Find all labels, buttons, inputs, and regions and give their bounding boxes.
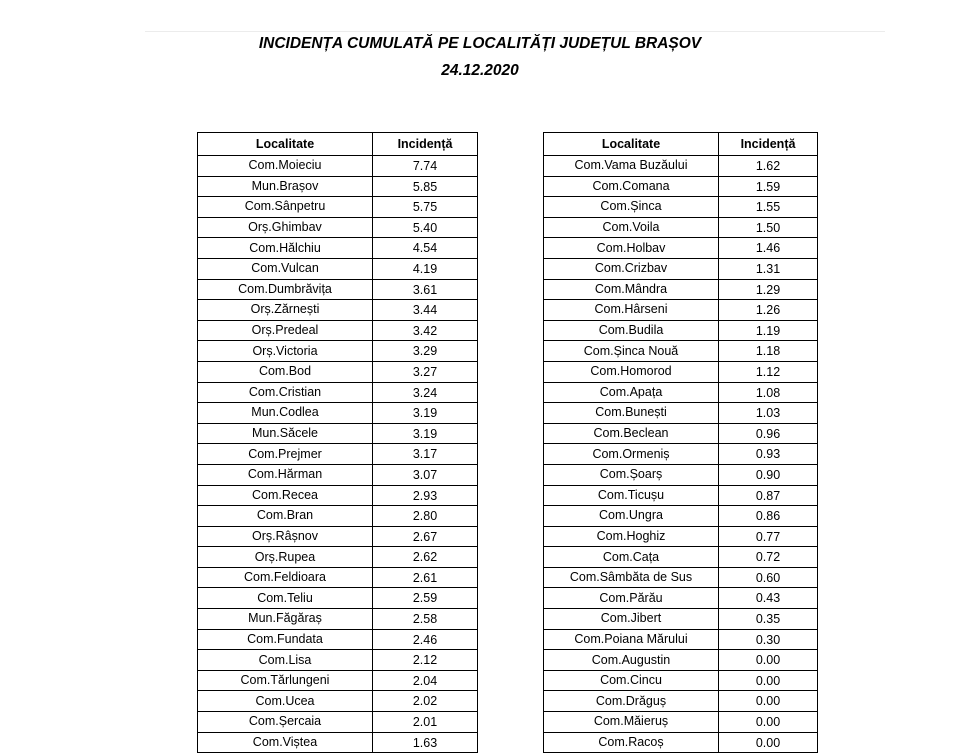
locality-cell: Orș.Zărnești <box>198 300 373 321</box>
incidence-cell: 2.12 <box>373 650 478 671</box>
incidence-cell: 0.77 <box>719 526 818 547</box>
incidence-cell: 1.55 <box>719 197 818 218</box>
table-row <box>544 732 818 753</box>
locality-cell: Com.Hărman <box>198 464 373 485</box>
incidence-cell: 1.59 <box>719 176 818 197</box>
locality-cell: Com.Homorod <box>544 361 719 382</box>
locality-cell: Com.Bunești <box>544 403 719 424</box>
table-row <box>544 361 818 382</box>
table-row <box>544 526 818 547</box>
locality-cell: Mun.Săcele <box>198 423 373 444</box>
table-row <box>544 691 818 712</box>
table-row <box>544 382 818 403</box>
locality-cell: Com.Cristian <box>198 382 373 403</box>
locality-cell: Com.Vama Buzăului <box>544 156 719 177</box>
locality-cell: Com.Sâmbăta de Sus <box>544 567 719 588</box>
page-date: 24.12.2020 <box>441 62 519 79</box>
incidence-cell: 0.96 <box>719 423 818 444</box>
incidence-cell: 2.93 <box>373 485 478 506</box>
locality-cell: Orș.Ghimbav <box>198 217 373 238</box>
locality-cell: Orș.Victoria <box>198 341 373 362</box>
locality-cell: Orș.Râșnov <box>198 526 373 547</box>
locality-cell: Com.Dumbrăvița <box>198 279 373 300</box>
table-row <box>198 156 478 177</box>
incidence-cell: 7.74 <box>373 156 478 177</box>
incidence-cell: 1.26 <box>719 300 818 321</box>
locality-cell: Com.Fundata <box>198 629 373 650</box>
locality-cell: Com.Prejmer <box>198 444 373 465</box>
table-row <box>198 650 478 671</box>
locality-cell: Com.Augustin <box>544 650 719 671</box>
table-row <box>198 279 478 300</box>
incidence-cell: 1.46 <box>719 238 818 259</box>
table-row <box>544 258 818 279</box>
incidence-cell: 3.27 <box>373 361 478 382</box>
table-row <box>544 547 818 568</box>
table-row <box>198 341 478 362</box>
locality-cell: Com.Ucea <box>198 691 373 712</box>
locality-cell: Com.Drăguș <box>544 691 719 712</box>
table-header-row <box>198 133 478 156</box>
table-row <box>544 506 818 527</box>
table-row <box>198 176 478 197</box>
table-row <box>544 341 818 362</box>
table-row <box>544 485 818 506</box>
locality-cell: Com.Bod <box>198 361 373 382</box>
locality-cell: Com.Cincu <box>544 670 719 691</box>
locality-cell: Com.Viștea <box>198 732 373 753</box>
incidence-cell: 1.62 <box>719 156 818 177</box>
locality-cell: Com.Poiana Mărului <box>544 629 719 650</box>
incidence-cell: 0.43 <box>719 588 818 609</box>
incidence-cell: 3.24 <box>373 382 478 403</box>
incidence-cell: 3.61 <box>373 279 478 300</box>
table-row <box>544 279 818 300</box>
locality-cell: Com.Teliu <box>198 588 373 609</box>
incidence-cell: 0.30 <box>719 629 818 650</box>
table-row <box>544 588 818 609</box>
table-row <box>198 258 478 279</box>
locality-cell: Mun.Făgăraș <box>198 609 373 630</box>
locality-cell: Com.Holbav <box>544 238 719 259</box>
locality-cell: Com.Părău <box>544 588 719 609</box>
table-row <box>198 588 478 609</box>
locality-cell: Com.Vulcan <box>198 258 373 279</box>
incidence-cell: 2.61 <box>373 567 478 588</box>
locality-cell: Com.Mândra <box>544 279 719 300</box>
locality-cell: Com.Budila <box>544 320 719 341</box>
incidence-cell: 3.42 <box>373 320 478 341</box>
locality-cell: Com.Ticușu <box>544 485 719 506</box>
incidence-cell: 1.63 <box>373 732 478 753</box>
incidence-cell: 1.08 <box>719 382 818 403</box>
locality-cell: Com.Apața <box>544 382 719 403</box>
table-row <box>544 444 818 465</box>
table-header-row <box>544 133 818 156</box>
table-row <box>544 567 818 588</box>
incidence-cell: 1.18 <box>719 341 818 362</box>
table-row <box>198 300 478 321</box>
incidence-cell: 0.90 <box>719 464 818 485</box>
table-row <box>544 464 818 485</box>
incidence-cell: 1.31 <box>719 258 818 279</box>
incidence-cell: 3.19 <box>373 423 478 444</box>
table-row <box>198 464 478 485</box>
incidence-column-header: Incidență <box>719 133 818 156</box>
locality-cell: Com.Jibert <box>544 609 719 630</box>
incidence-cell: 1.12 <box>719 361 818 382</box>
table-row <box>198 670 478 691</box>
table-row <box>198 609 478 630</box>
locality-cell: Com.Sânpetru <box>198 197 373 218</box>
locality-cell: Com.Cața <box>544 547 719 568</box>
locality-cell: Orș.Predeal <box>198 320 373 341</box>
table-row <box>544 609 818 630</box>
table-row <box>544 217 818 238</box>
incidence-cell: 2.02 <box>373 691 478 712</box>
locality-cell: Com.Tărlungeni <box>198 670 373 691</box>
incidence-cell: 5.85 <box>373 176 478 197</box>
incidence-table-left <box>197 132 478 753</box>
table-row <box>198 485 478 506</box>
table-row <box>198 547 478 568</box>
locality-cell: Com.Hârseni <box>544 300 719 321</box>
incidence-cell: 0.86 <box>719 506 818 527</box>
table-row <box>198 403 478 424</box>
incidence-cell: 2.04 <box>373 670 478 691</box>
table-row <box>198 444 478 465</box>
locality-cell: Com.Șinca <box>544 197 719 218</box>
incidence-cell: 0.00 <box>719 650 818 671</box>
table-row <box>198 361 478 382</box>
incidence-cell: 4.19 <box>373 258 478 279</box>
table-row <box>544 712 818 733</box>
incidence-cell: 1.19 <box>719 320 818 341</box>
incidence-cell: 3.07 <box>373 464 478 485</box>
locality-cell: Com.Măieruș <box>544 712 719 733</box>
locality-cell: Com.Voila <box>544 217 719 238</box>
table-row <box>198 526 478 547</box>
locality-cell: Com.Racoș <box>544 732 719 753</box>
table-row <box>198 712 478 733</box>
top-divider <box>145 31 885 32</box>
incidence-cell: 4.54 <box>373 238 478 259</box>
incidence-cell: 3.29 <box>373 341 478 362</box>
incidence-cell: 0.60 <box>719 567 818 588</box>
table-row <box>198 629 478 650</box>
incidence-table-right <box>543 132 818 753</box>
table-row <box>198 732 478 753</box>
locality-cell: Com.Lisa <box>198 650 373 671</box>
incidence-column-header: Incidență <box>373 133 478 156</box>
table-row <box>544 670 818 691</box>
locality-cell: Orș.Rupea <box>198 547 373 568</box>
incidence-cell: 5.75 <box>373 197 478 218</box>
locality-cell: Com.Șoarș <box>544 464 719 485</box>
table-row <box>544 238 818 259</box>
incidence-cell: 1.29 <box>719 279 818 300</box>
table-row <box>544 197 818 218</box>
incidence-cell: 0.72 <box>719 547 818 568</box>
incidence-cell: 2.67 <box>373 526 478 547</box>
incidence-cell: 0.87 <box>719 485 818 506</box>
table-row <box>198 691 478 712</box>
table-row <box>544 423 818 444</box>
table-row <box>544 156 818 177</box>
locality-cell: Com.Șercaia <box>198 712 373 733</box>
locality-column-header: Localitate <box>544 133 719 156</box>
locality-cell: Mun.Brașov <box>198 176 373 197</box>
incidence-cell: 3.17 <box>373 444 478 465</box>
table-row <box>544 650 818 671</box>
incidence-cell: 3.19 <box>373 403 478 424</box>
locality-cell: Com.Recea <box>198 485 373 506</box>
incidence-cell: 0.93 <box>719 444 818 465</box>
table-row <box>198 238 478 259</box>
locality-cell: Com.Crizbav <box>544 258 719 279</box>
locality-cell: Com.Comana <box>544 176 719 197</box>
table-row <box>198 320 478 341</box>
locality-cell: Com.Ormeniș <box>544 444 719 465</box>
incidence-cell: 1.03 <box>719 403 818 424</box>
incidence-cell: 2.80 <box>373 506 478 527</box>
incidence-cell: 0.00 <box>719 732 818 753</box>
incidence-cell: 0.00 <box>719 712 818 733</box>
locality-cell: Com.Beclean <box>544 423 719 444</box>
locality-cell: Com.Hoghiz <box>544 526 719 547</box>
table-row <box>544 629 818 650</box>
page-title: INCIDENȚA CUMULATĂ PE LOCALITĂȚI JUDEȚUL BRAȘOV <box>258 35 702 52</box>
incidence-cell: 5.40 <box>373 217 478 238</box>
locality-column-header: Localitate <box>198 133 373 156</box>
incidence-cell: 3.44 <box>373 300 478 321</box>
locality-cell: Com.Bran <box>198 506 373 527</box>
incidence-cell: 2.59 <box>373 588 478 609</box>
table-row <box>544 176 818 197</box>
incidence-cell: 2.01 <box>373 712 478 733</box>
locality-cell: Com.Moieciu <box>198 156 373 177</box>
table-row <box>198 423 478 444</box>
locality-cell: Com.Feldioara <box>198 567 373 588</box>
table-row <box>198 382 478 403</box>
incidence-cell: 2.58 <box>373 609 478 630</box>
incidence-cell: 0.00 <box>719 691 818 712</box>
table-row <box>198 217 478 238</box>
incidence-cell: 2.46 <box>373 629 478 650</box>
locality-cell: Com.Hălchiu <box>198 238 373 259</box>
table-row <box>198 567 478 588</box>
table-row <box>544 403 818 424</box>
table-row <box>544 320 818 341</box>
table-row <box>198 197 478 218</box>
table-row <box>544 300 818 321</box>
incidence-cell: 1.50 <box>719 217 818 238</box>
incidence-cell: 0.00 <box>719 670 818 691</box>
locality-cell: Mun.Codlea <box>198 403 373 424</box>
locality-cell: Com.Ungra <box>544 506 719 527</box>
locality-cell: Com.Șinca Nouă <box>544 341 719 362</box>
incidence-cell: 2.62 <box>373 547 478 568</box>
incidence-cell: 0.35 <box>719 609 818 630</box>
table-row <box>198 506 478 527</box>
